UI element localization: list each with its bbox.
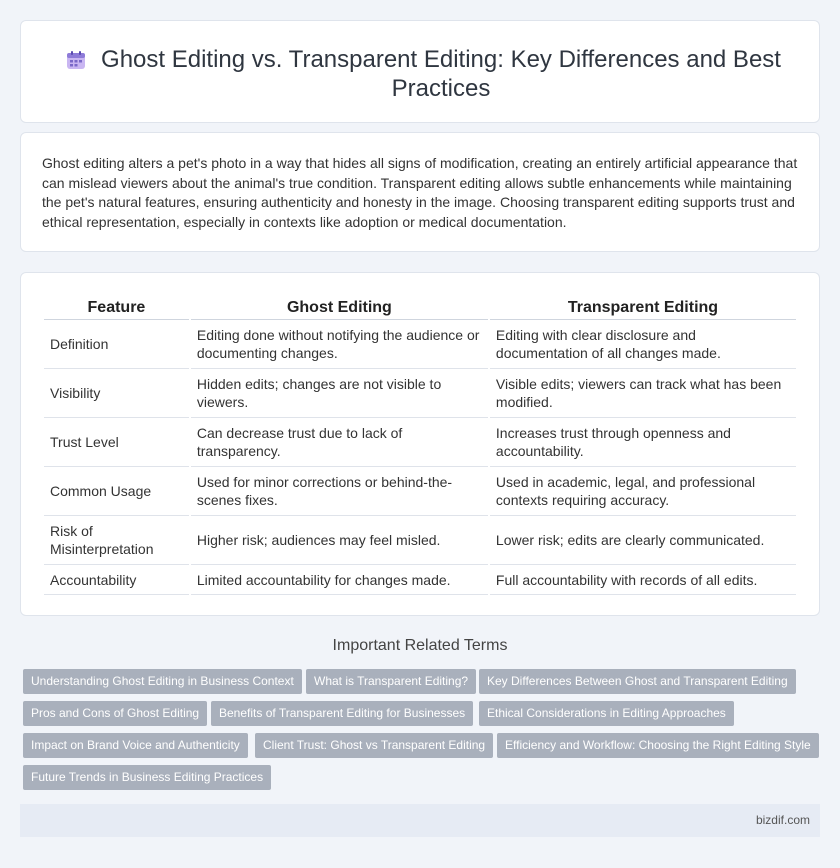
cell-transparent: Visible edits; viewers can track what has been modified.: [490, 369, 796, 418]
cell-feature: Accountability: [44, 565, 189, 595]
cell-ghost: Limited accountability for changes made.: [191, 565, 488, 595]
cell-transparent: Used in academic, legal, and professional contexts requiring accuracy.: [490, 467, 796, 516]
comparison-table: [42, 295, 798, 595]
footer: [20, 804, 820, 837]
title-wrap: [21, 45, 819, 103]
header-feature: Feature: [44, 295, 189, 320]
cell-ghost: Editing done without notifying the audience or documenting changes.: [191, 320, 488, 369]
table-row: [44, 320, 796, 369]
tag-link[interactable]: Efficiency and Workflow: Choosing the Right Editing Style: [497, 733, 819, 758]
cell-transparent: Editing with clear disclosure and documentation of all changes made.: [490, 320, 796, 369]
cell-transparent: Lower risk; edits are clearly communicated.: [490, 516, 796, 565]
table-row: [44, 565, 796, 595]
tag-link[interactable]: Benefits of Transparent Editing for Businesses: [211, 701, 473, 726]
comparison-card: [20, 272, 820, 616]
table-row: [44, 369, 796, 418]
tag-link[interactable]: Pros and Cons of Ghost Editing: [23, 701, 207, 726]
cell-transparent: Increases trust through openness and accountability.: [490, 418, 796, 467]
tag-link[interactable]: What is Transparent Editing?: [306, 669, 476, 694]
page-title: Ghost Editing vs. Transparent Editing: Key Differences and Best Practices: [101, 46, 781, 102]
tag-link[interactable]: Key Differences Between Ghost and Transparent Editing: [479, 669, 796, 694]
related-terms-title: Important Related Terms: [332, 637, 508, 654]
cell-feature: Definition: [44, 320, 189, 369]
header-ghost-editing: Ghost Editing: [191, 295, 488, 320]
cell-ghost: Can decrease trust due to lack of transparency.: [191, 418, 488, 467]
cell-feature: Common Usage: [44, 467, 189, 516]
table-row: [44, 418, 796, 467]
tag-link[interactable]: Ethical Considerations in Editing Approaches: [479, 701, 734, 726]
cell-feature: Risk of Misinterpretation: [44, 516, 189, 565]
header-card: [20, 20, 820, 123]
cell-transparent: Full accountability with records of all edits.: [490, 565, 796, 595]
tag-link[interactable]: Understanding Ghost Editing in Business Context: [23, 669, 302, 694]
table-row: [44, 467, 796, 516]
tag-link[interactable]: Client Trust: Ghost vs Transparent Editing: [255, 733, 493, 758]
tag-link[interactable]: Impact on Brand Voice and Authenticity: [23, 733, 248, 758]
footer-site-link[interactable]: bizdif.com: [755, 813, 810, 827]
cell-feature: Visibility: [44, 369, 189, 418]
cell-ghost: Used for minor corrections or behind-the-scenes fixes.: [191, 467, 488, 516]
calendar-icon: [65, 49, 87, 71]
intro-paragraph: Ghost editing alters a pet's photo in a way that hides all signs of modification, creating an entirely artificial appearance that can mislead viewers about the animal's true condition. Transparent editing allows subtle enhancements while maintaining the pet's natural features, ensuring authenticity and honesty in the image. Choosing transparent editing supports trust and ethical representation, especially in contexts like adoption or medical documentation.: [42, 155, 798, 230]
cell-ghost: Hidden edits; changes are not visible to viewers.: [191, 369, 488, 418]
cell-ghost: Higher risk; audiences may feel misled.: [191, 516, 488, 565]
intro-card: [20, 132, 820, 252]
table-header-row: [44, 295, 796, 320]
tag-link[interactable]: Future Trends in Business Editing Practices: [23, 765, 271, 790]
cell-feature: Trust Level: [44, 418, 189, 467]
table-row: [44, 516, 796, 565]
header-transparent-editing: Transparent Editing: [490, 295, 796, 320]
